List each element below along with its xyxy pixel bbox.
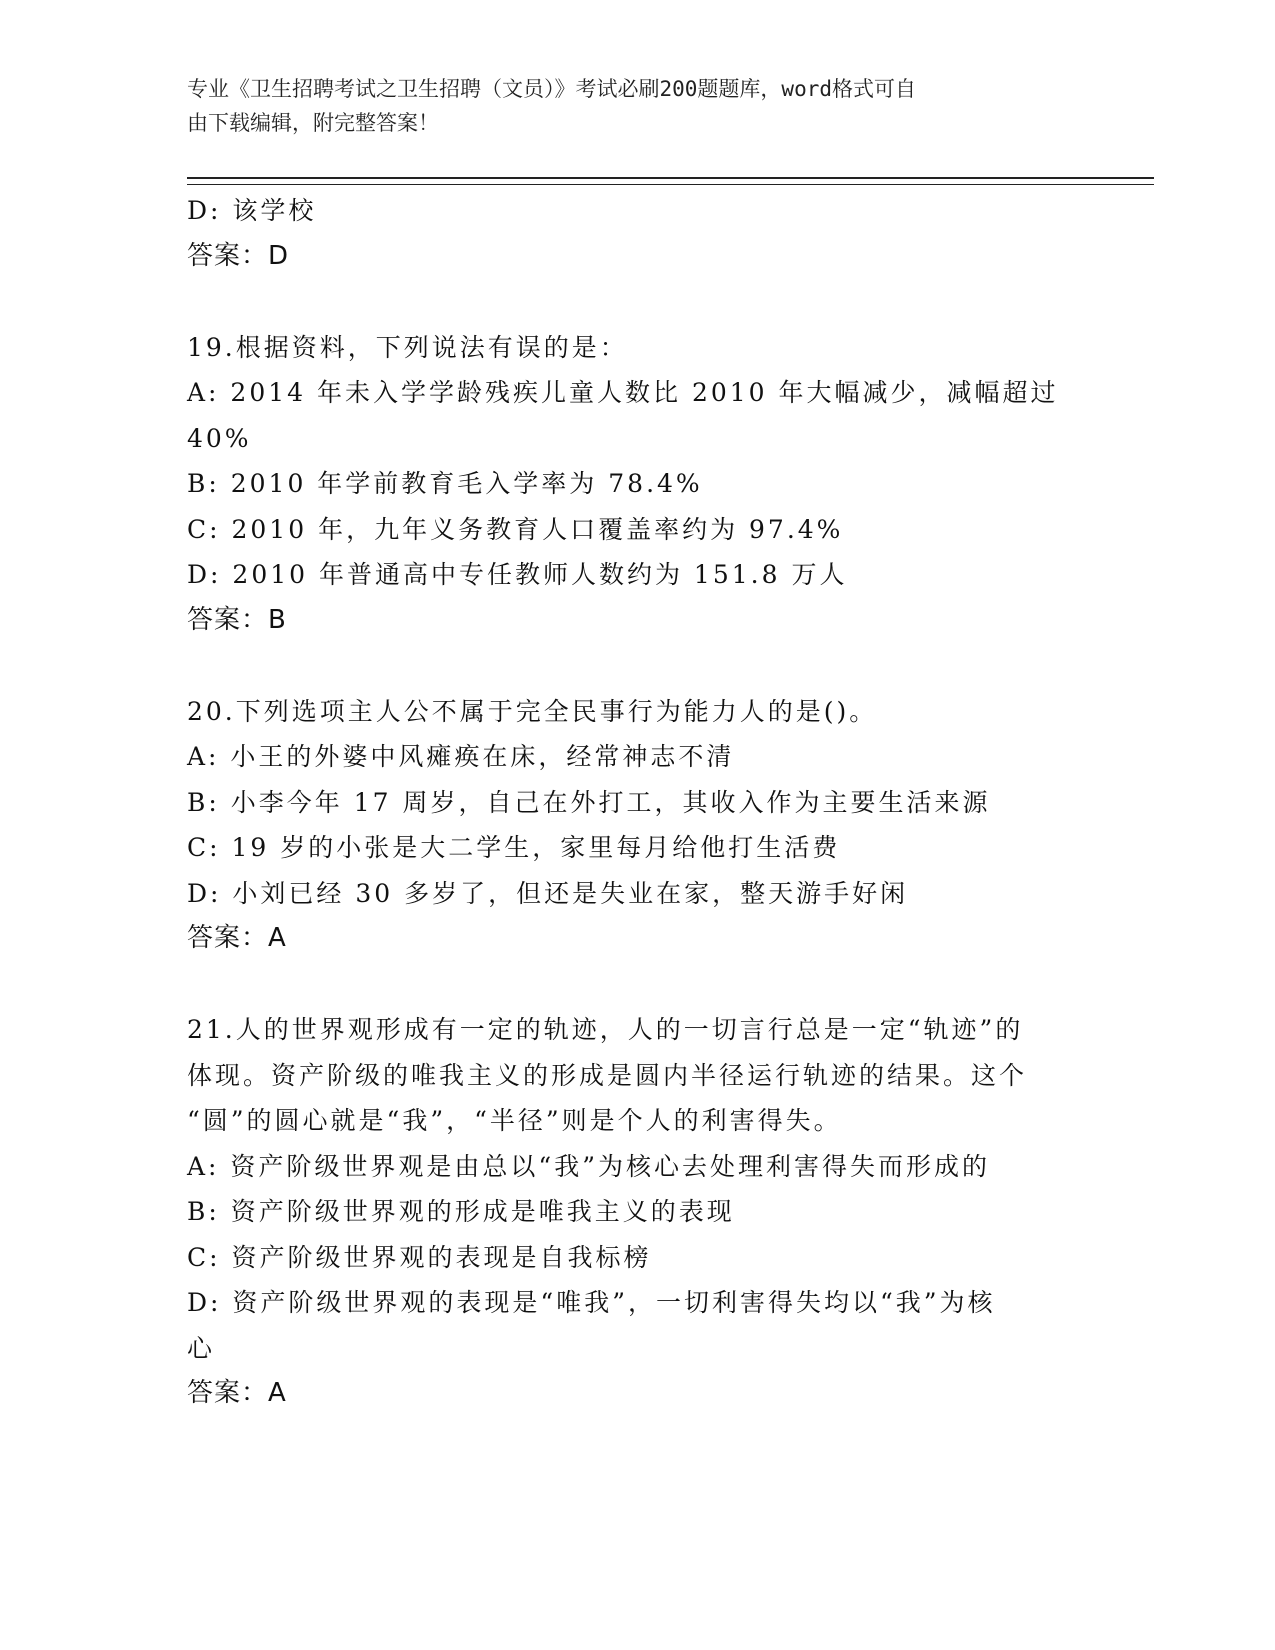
question-stem-continued: “圆”的圆心就是“我”，“半径”则是个人的利害得失。 [187,1106,842,1135]
header-rule-thin [187,184,1154,185]
option-d: D: 2010 年普通高中专任教师人数约为 151.8 万人 [187,560,848,589]
option-d: D: 小刘已经 30 多岁了，但还是失业在家，整天游手好闲 [187,878,909,908]
option-b: B: 资产阶级世界观的形成是唯我主义的表现 [187,1197,735,1226]
answer-label: 答案：A [187,923,287,953]
option-c: C: 资产阶级世界观的表现是自我标榜 [187,1242,652,1272]
header-line-2: 由下载编辑，附完整答案！ [187,111,439,135]
option-a-continued: 40% [187,423,252,453]
option-d: D: 资产阶级世界观的表现是“唯我”，一切利害得失均以“我”为核 [187,1288,996,1317]
question-stem-continued: 体现。资产阶级的唯我主义的形成是圆内半径运行轨迹的结果。这个 [187,1060,1028,1090]
option-b: B: 2010 年学前教育毛入学率为 78.4% [187,469,703,498]
option-c: C: 2010 年，九年义务教育人口覆盖率约为 97.4% [187,514,844,544]
header-rule-thick [187,177,1154,179]
option-a: A: 2014 年未入学学龄残疾儿童人数比 2010 年大幅减少，减幅超过 [187,378,1059,407]
question-20 [187,689,1087,962]
question-stem: 19.根据资料，下列说法有误的是： [187,332,628,362]
answer-label: 答案：B [187,604,287,635]
option-a: A: 资产阶级世界观是由总以“我”为核心去处理利害得失而形成的 [187,1151,990,1181]
question-21 [187,1007,1087,1417]
spacer [187,279,1087,325]
option-c: C: 19 岁的小张是大二学生，家里每月给他打生活费 [187,833,841,862]
option-b: B: 小李今年 17 周岁，自己在外打工，其收入作为主要生活来源 [187,787,991,817]
question-19 [187,325,1087,644]
page-header [187,72,1067,140]
question-list [187,188,1087,1417]
header-line-1: 专业《卫生招聘考试之卫生招聘（文员）》考试必刷200题题库，word格式可自 [187,77,916,101]
spacer [187,962,1087,1008]
question-stem: 21.人的世界观形成有一定的轨迹，人的一切言行总是一定“轨迹”的 [187,1015,1024,1044]
question-18-tail [187,188,1087,279]
option-d: D: 该学校 [187,196,317,225]
answer-label: 答案：A [187,1378,287,1408]
answer-label: 答案：D [187,240,290,271]
spacer [187,643,1087,689]
option-d-continued: 心 [187,1333,216,1363]
option-a: A: 小王的外婆中风瘫痪在床，经常神志不清 [187,742,735,771]
question-stem: 20.下列选项主人公不属于完全民事行为能力人的是()。 [187,696,878,726]
